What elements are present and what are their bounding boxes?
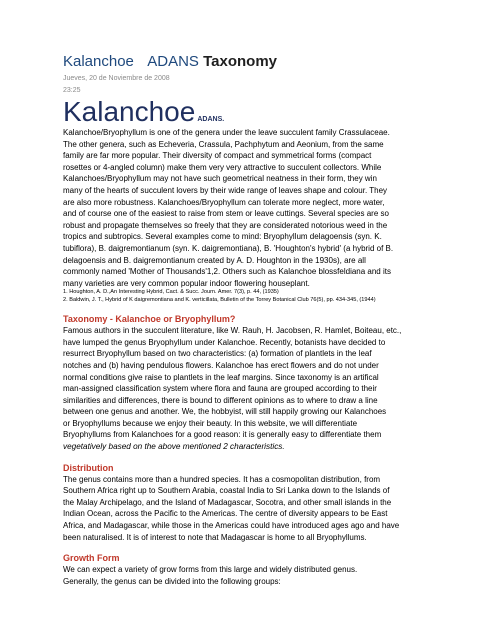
intro-line: robust and propagate themselves so freely that they are considerated notorious weed in the <box>63 220 388 230</box>
taxonomy-line: vegetatively based on the above mentioned 2 characteristics. <box>63 442 285 452</box>
taxonomy-line: Bryophyllums from Kalanchoes for a good reason: it is generally easy to differentiate them <box>63 430 382 440</box>
taxonomy-line: notches and (b) having pendulous flowers. Kalanchoe has erect flowers and do not under <box>63 360 379 370</box>
taxonomy-line: Famous authors in the succulent literature, like W. Rauh, H. Jacobsen, R. Hamlet, Boiteau, etc., <box>63 326 402 336</box>
intro-line: are also more robustness. Kalanchoes/Bryophyllum can tolerate more neglect, more water, <box>63 197 385 207</box>
title-label: Taxonomy <box>203 53 278 70</box>
growth-form-section <box>63 552 431 587</box>
taxonomy-section <box>63 313 431 453</box>
intro-line: commonly named 'Mother of Thousands'1,2. Others such as Kalanchoe blossfeldiana and its <box>63 267 391 277</box>
taxonomy-heading: Taxonomy - Kalanchoe or Bryophyllum? <box>63 314 236 325</box>
taxonomy-line: have lumped the genus Bryophyllum under Kalanchoe. Recently, botanists have decided to <box>63 337 386 347</box>
document-page <box>63 52 431 587</box>
growth-form-heading: Growth Form <box>63 553 120 564</box>
growth-form-line: Generally, the genus can be divided into the following groups: <box>63 576 281 586</box>
taxonomy-line: between one genus and another. We, the hobbyist, will still happily growing our Kalanchoes <box>63 407 387 417</box>
taxonomy-line: man-assigned classification system where flora and fauna are grouped according to their <box>63 384 377 394</box>
taxonomy-line: or Bryophyllums because we enjoy their beauty. In this website, we will differentiate <box>63 418 358 428</box>
taxonomy-line: resurrect Bryophyllum based on two characteristics: (a) formation of plantlets in the leaf <box>63 349 372 359</box>
post-time: 23:25 <box>63 87 81 94</box>
growth-form-line: We can expect a variety of grow forms from this large and widely distributed genus. <box>63 565 358 575</box>
growth-form-paragraph <box>63 564 431 587</box>
intro-line: and of course one of the easiest to raise from stem or leave cuttings. Several species are so <box>63 209 389 219</box>
taxonomy-line: normal conditions give raise to plantlets in the leaf margins. Since taxonomy is an artifical <box>63 372 379 382</box>
title-authority: ADANS <box>147 53 199 70</box>
distribution-paragraph <box>63 474 431 544</box>
reference-1: 1. Houghton, A. D.,An Interesting Hybrid, Cact. & Succ. Journ. Amer. 7(3), p. 44, (1935) <box>63 289 279 296</box>
intro-paragraph <box>63 127 431 289</box>
intro-line: family are far more popular. Their diversity of compact and symmetrical forms (compact <box>63 151 372 161</box>
big-title-authority: ADANS. <box>197 116 225 123</box>
distribution-line: Africa, and Madagascar, while those in the Americas could have introduced ages ago and have <box>63 521 400 531</box>
distribution-line: the Malay Archipelago, and the Island of Madagascar, Socotra, and other small islands in the <box>63 497 392 507</box>
intro-line: tropics and subtropics. Several examples come to mind: Bryophyllum delagoensis (syn. K. <box>63 232 382 242</box>
title-genus: Kalanchoe <box>63 53 134 70</box>
taxonomy-line: similarities and differences, there is bound to different opinions as to where to draw a line <box>63 395 378 405</box>
distribution-section <box>63 462 431 544</box>
intro-line: Kalanchoes/Bryophyllum may not have such geometrical neatness in their form, they win <box>63 174 377 184</box>
distribution-heading: Distribution <box>63 462 114 473</box>
post-title <box>63 52 431 72</box>
distribution-line: Indian Ocean, across the Pacific to the Americas. The centre of diversity appears to be East <box>63 509 388 519</box>
big-title-genus: Kalanchoe <box>63 96 196 127</box>
intro-line: tubiflora), B. daigremontianum (syn. K. daigremontiana), B. 'Houghton's hybrid' (a hybrid of B. <box>63 243 394 253</box>
intro-line: many of the hearts of succulent lovers by their wide range of leaves shape and colour. They <box>63 185 388 195</box>
reference-2: 2. Baldwin, J. T., Hybrid of K daigremontiana and K. verticillata, Bulletin of the Torrey Botanical Club 76(5), pp. 434-345, (1944) <box>63 296 376 303</box>
distribution-line: Southern Africa right up to Southern Arabia, coastal India to Sri Lanka down to the Islands of <box>63 486 390 496</box>
big-title <box>63 97 431 127</box>
intro-line: The other genera, such as Echeveria, Crassula, Pachphytum and Aeonium, from the same <box>63 139 384 149</box>
distribution-line: been naturalised. It is of interest to note that Madagascar is home to all Bryophyllums. <box>63 532 367 542</box>
post-date: Jueves, 20 de Noviembre de 2008 <box>63 75 170 82</box>
intro-line: Kalanchoe/Bryophyllum is one of the genera under the leave succulent family Crassulaceae. <box>63 128 390 137</box>
intro-line: rosettes or 4-angled column) make them very very attractive to succulent collectors. While <box>63 162 382 172</box>
intro-line: many varieties are very common popular indoor flowering houseplant. <box>63 278 310 288</box>
intro-line: delagoensis and B. daigremontianum created by A. D. Houghton in the 1930s), are all <box>63 255 366 265</box>
taxonomy-paragraph <box>63 325 431 453</box>
distribution-line: The genus contains more than a hundred species. It has a cosmopolitan distribution, from <box>63 474 381 484</box>
